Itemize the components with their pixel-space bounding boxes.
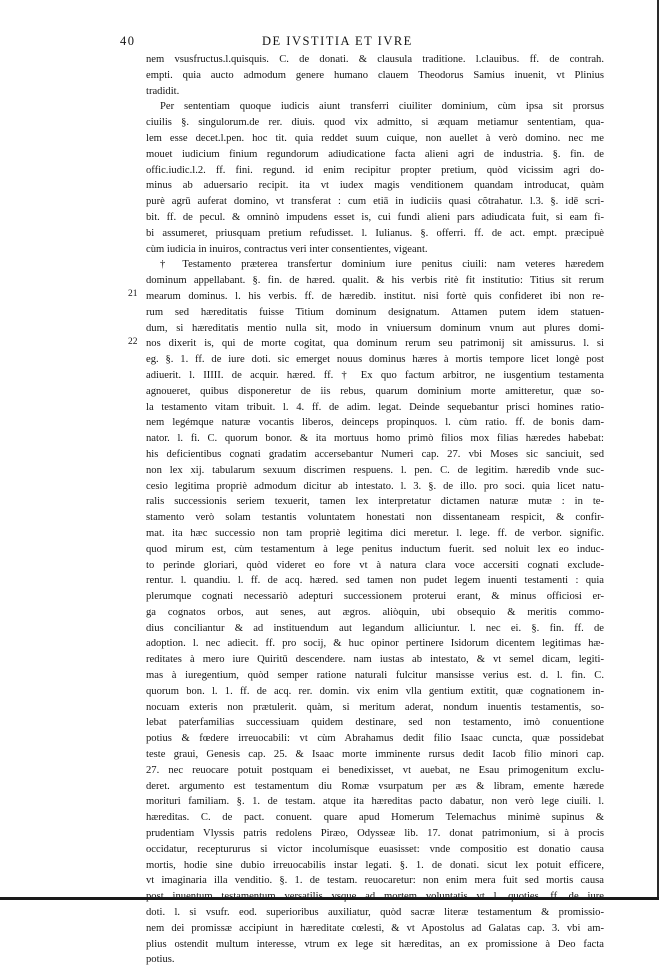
text-line: quorum bon. l. 1. ff. de acq. rer. domin. vix enim vlla gentium extitit, quæ cognationem in- — [146, 685, 604, 697]
text-line: dominum appellabant. §. fin. de hæred. qualit. & his verbis ritè fit institutio: Titius sit rerum — [146, 275, 604, 287]
text-line: vt imaginaria illa venditio. §. 1. de testam. reuocaretur: non enim mera fuit sed mortis causa — [146, 875, 604, 887]
text-line: teste graui, Genesis cap. 25. & Isaac morte imminente rursus dedit Iacob filio minori cap. — [146, 749, 604, 761]
text-line: deret. argumento est testamentum diu Romæ vsurpatum per æs & libram, emente hærede — [146, 780, 604, 792]
text-line: la testamento vitam tribuit. l. 4. ff. de adim. legat. Deinde sequebantur prisci homines ratio- — [146, 401, 604, 413]
text-line: hæreditas. C. de pact. conuent. quare apud Homerum Telemachus minimè supinus & — [146, 812, 604, 824]
text-line: nem dei promissæ accipiunt in hæreditate cœlesti, & vt Apostolus ad Galatas cap. 3. vbi am- — [146, 922, 604, 934]
text-line: nem legémque naturæ vocantis liberos, deinceps propinquos. l. cùm ratio. ff. de bonis dam- — [146, 417, 604, 429]
text-line: ralis successionis seriem texuerit, tamen lex interpretatur dictamen naturæ mutæ : in te- — [146, 496, 604, 508]
text-line: bit. ff. de pecul. & omninò impudens esset is, cui fundi alieni pars adiudicata fuit, si eam fi- — [146, 211, 604, 223]
text-line: tradidit. — [146, 85, 180, 97]
text-line: lebat paterfamilias successiuam quidem destinare, sed non testamento, imò conuentione — [146, 717, 604, 729]
text-line: agnoueret, quibus disponeretur de iis rebus, quarum dominium morte amitteretur, quæ so- — [146, 385, 604, 397]
text-line: nocuam exteris non prætulerit. quàm, si meritum aderat, nondum inuentis testamentis, so- — [146, 701, 604, 713]
text-line: mas à iuregentium, quòd semper ratione naturali fulcitur mansisse verius est. d. l. fin. C. — [146, 670, 604, 682]
margin-note-21: 21 — [128, 289, 138, 299]
text-line: cùm iudicia in inuiros, contractus veri inter consentientes, vigeant. — [146, 243, 428, 255]
text-line: mortis, hodie sine dubio irreuocabilis instar legati. §. 1. de donati. sicut lex potuit efficere, — [146, 859, 604, 871]
text-line: lem esse decet.l.pen. hoc tit. quia reddet suum cuique, non auellet à verò domino. nec me — [146, 132, 604, 144]
text-line: dum, si hæreditatis mentio nulla sit, modo in vniuersum dominum vnum aut plures domi- — [146, 322, 604, 334]
text-line: purè agrū auferat domino, vt transferat : cum etiā in iudiciis quasi cõtrahatur. l.3. §. idē scri- — [146, 196, 604, 208]
running-title: DE IVSTITIA ET IVRE — [262, 34, 413, 48]
text-line: morituri familiam. §. 1. de testam. atque ita hæreditas pacto dabatur, non verò lege ciuili. l. — [146, 796, 604, 808]
text-line: mearum dominus. l. his verbis. ff. de hæredib. institut. nisi fortè quis confideret ibi non re- — [146, 290, 604, 302]
margin-note-22: 22 — [128, 337, 138, 347]
text-line: prudentiam Vlyssis patris redolens Piræo, Odysseæ lib. 17. donat patrimonium, si à procis — [146, 828, 604, 840]
text-line: ga cognatos orbos, aut senes, aut ægros. aliòquin, ubi obsequio & meritis commo- — [146, 606, 604, 618]
text-line: reditates à mero iure Quiritū descendere. nam iustas ab intestato, & vt semel dicam, legiti- — [146, 654, 604, 666]
text-line: offic.iudic.l.2. ff. fini. regund. id enim recipitur propter pretium, quòd vicissim agri do- — [146, 164, 604, 176]
text-line: occidatur, receptururus si victor incolumísque euasisset: vnde compositio est donatio causa — [146, 843, 604, 855]
text-line: potius & fœdere irreuocabili: vt cùm Abrahamus dedit filio Isaac cuncta, quæ possidebat — [146, 733, 604, 745]
text-line: adiuerit. l. IIIII. de acquir. hæred. ff. † Ex quo factum arbitror, ne iusgentium testamenta — [146, 369, 604, 381]
page-header — [120, 34, 580, 50]
text-line: nem vsusfructus.l.quisquis. C. de donati. & clausula traditione. l.clauibus. ff. de contrah. — [146, 54, 604, 65]
text-line: dius conciliantur & ad instituendum aut legandum alliciuntur. l. nec ei. §. fin. ff. de — [146, 622, 604, 634]
text-line: mouet iudicium finium regundorum adiudicatione facta alieni agri de industria. §. fin. de — [146, 148, 604, 160]
text-line: eg. §. 1. ff. de iure doti. sic emerget nouus dominus hæres à mortis tempore licet longè post — [146, 354, 604, 366]
text-line: potius. — [146, 954, 175, 966]
text-line: rum sed hæreditatis fuisse Titium dominum designatum. Attamen putem idem statuen- — [146, 306, 604, 318]
text-line: 27. nec reuocare potuit postquam ei benedixisset, vt auebat, ne Esau primogenitum exclu- — [146, 764, 604, 776]
text-line: nator. l. fi. C. quorum bonor. & ita mortuus homo primò filios mox filias hæredes habebat: — [146, 433, 604, 445]
text-line: non lex xij. tabularum sexuum discrimen respuens. l. pen. C. de legitim. hæredib vnde suc- — [146, 464, 604, 476]
text-line: nos dixerit is, qui de morte cogitat, qua dominum rerum seu patrimonij sit amissurus. l. si — [146, 338, 604, 350]
text-line: rentur. l. quandiu. l. ff. de acq. hæred. sed tamen non pudet legem inuenti testamenti : quia — [146, 575, 604, 587]
text-line: minus ab aduersario recipit. ita vt iudex magis venditionem quandam introducat, quàm — [146, 180, 604, 192]
text-line: † Testamento præterea transfertur dominium iure penitus ciuili: nam veteres hæredem — [160, 259, 604, 271]
text-line: doti. l. si vsufr. eod. superioribus auxiliatur, quòd sacræ literæ testamentum & promissio- — [146, 907, 604, 919]
text-line: his deficientibus cognati gradatim accersebantur Numeri cap. 27. vbi Moses sic sanciuit, sed — [146, 448, 604, 460]
text-line: stamento verò solam testantis voluntatem honestati non dissentaneam respicit, & confir- — [146, 512, 604, 524]
text-line: bi assumeret, priusquam pretium refudisset. l. Iulianus. §. offerri. ff. de act. empt. præcipuè — [146, 227, 604, 239]
page-number: 40 — [120, 34, 136, 48]
text-line: ciuilis §. singulorum.de rer. diuis. quod vix admitto, si æquam metiamur sententiam, qua- — [146, 117, 604, 129]
text-line: adoption. l. nec adiecit. ff. pro socij, & huc opinor pertinere Isidorum dicentem legitimas hæ- — [146, 638, 604, 650]
text-line: to perinde gloriari, quòd videret eo fore vt à natura clara voce accersiti cognati exclude- — [146, 559, 604, 571]
text-line: plerumque cognati necessariò adepturi successionem proterui erant, & minus officiosi er- — [146, 591, 604, 603]
text-line: mat. ita hæc successio non tam propriè legitima dici meretur. l. lege. ff. de verbor. signific. — [146, 527, 604, 539]
text-line: cesio legitima propriè admodum dicitur ab intestato. l. 3. §. de illo. pro soci. quia licet natu- — [146, 480, 604, 492]
text-line: quod mirum est, cùm testamentum à lege penitus inductum fuerit. sed noluit lex eo induc- — [146, 543, 604, 555]
text-line: Per sententiam quoque iudicis aiunt transferri ciuiliter dominium, cùm ipsa sit prorsus — [160, 101, 604, 113]
text-line: plius ostendit multum interesse, vtrum ex lege sit hæreditas, an ex promissione à Deo facta — [146, 938, 604, 950]
text-line: empti. quia aucto admodum genere humano clauem Theodorus Samius inuenit, vt Plinius — [146, 69, 604, 81]
body-text — [146, 52, 604, 968]
